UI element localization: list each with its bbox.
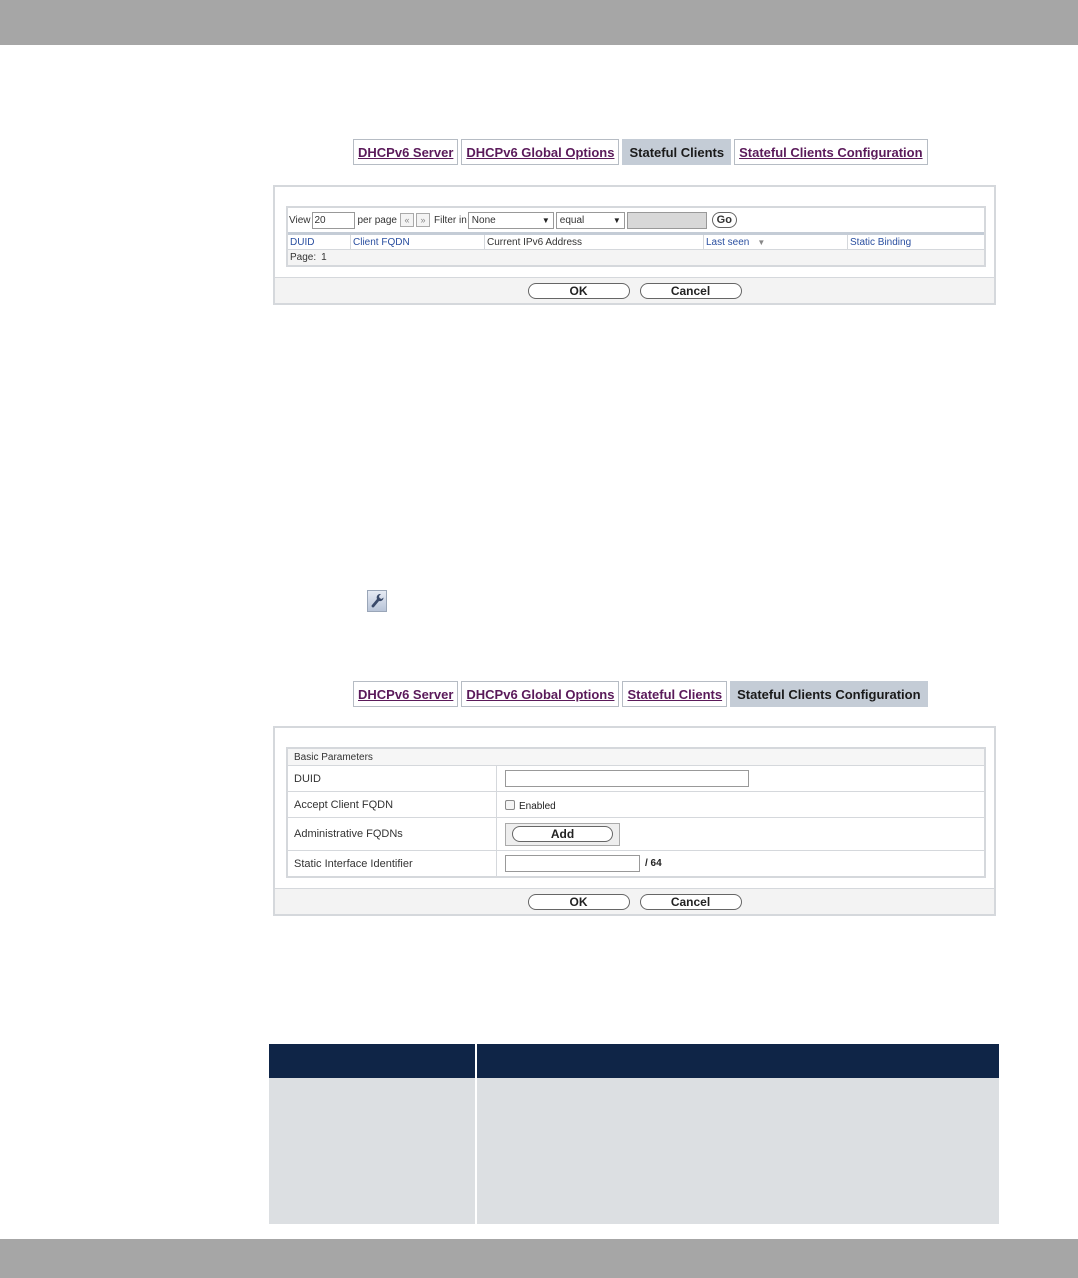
filter-operator-value: equal bbox=[559, 214, 585, 226]
client-config-panel bbox=[273, 726, 996, 916]
tab-dhcpv6-server[interactable]: DHCPv6 Server bbox=[353, 681, 458, 707]
tab-dhcpv6-global-options[interactable]: DHCPv6 Global Options bbox=[461, 139, 619, 165]
prefix-suffix: / 64 bbox=[645, 858, 662, 869]
admin-fqdns-label: Administrative FQDNs bbox=[288, 818, 497, 850]
sort-down-icon: ▼ bbox=[757, 237, 766, 247]
column-last-seen[interactable] bbox=[704, 235, 848, 249]
header-cell-field bbox=[269, 1044, 477, 1078]
bottom-gray-bar bbox=[0, 1239, 1078, 1278]
filter-value-input[interactable] bbox=[627, 212, 707, 229]
basic-parameters-section bbox=[286, 747, 986, 878]
per-page-input[interactable]: 20 bbox=[312, 212, 355, 229]
next-page-icon[interactable]: » bbox=[416, 213, 430, 227]
cancel-button[interactable]: Cancel bbox=[640, 283, 742, 299]
page-number[interactable]: 1 bbox=[321, 252, 327, 263]
config-footer bbox=[275, 888, 994, 914]
tab-stateful-clients[interactable]: Stateful Clients bbox=[622, 139, 731, 165]
static-iid-label: Static Interface Identifier bbox=[288, 851, 497, 876]
body-cell-field bbox=[269, 1078, 477, 1224]
tab-dhcpv6-server[interactable]: DHCPv6 Server bbox=[353, 139, 458, 165]
admin-fqdns-row bbox=[288, 818, 984, 851]
chevron-down-icon: ▼ bbox=[612, 215, 621, 225]
description-table bbox=[269, 1044, 999, 1224]
description-table-row bbox=[269, 1078, 999, 1224]
tab-stateful-clients[interactable]: Stateful Clients bbox=[622, 681, 727, 707]
ok-button[interactable]: OK bbox=[528, 283, 630, 299]
accept-fqdn-row bbox=[288, 792, 984, 818]
clients-list-table bbox=[286, 206, 986, 267]
description-table-header bbox=[269, 1044, 999, 1078]
tab-bar-config bbox=[353, 681, 928, 707]
tab-stateful-clients-configuration[interactable]: Stateful Clients Configuration bbox=[734, 139, 927, 165]
column-static-binding[interactable]: Static Binding bbox=[850, 236, 912, 248]
per-page-label: per page bbox=[357, 214, 397, 226]
accept-fqdn-label: Accept Client FQDN bbox=[288, 792, 497, 817]
filter-in-label: Filter in bbox=[433, 214, 467, 226]
column-current-ipv6-address: Current IPv6 Address bbox=[485, 235, 704, 249]
duid-row bbox=[288, 766, 984, 792]
tab-bar-list bbox=[353, 139, 928, 165]
add-button[interactable]: Add bbox=[512, 826, 613, 842]
tab-stateful-clients-configuration[interactable]: Stateful Clients Configuration bbox=[730, 681, 927, 707]
view-label: View bbox=[289, 214, 311, 226]
ok-button[interactable]: OK bbox=[528, 894, 630, 910]
go-button[interactable]: Go bbox=[712, 212, 737, 228]
cancel-button[interactable]: Cancel bbox=[640, 894, 742, 910]
tab-dhcpv6-global-options[interactable]: DHCPv6 Global Options bbox=[461, 681, 619, 707]
accept-fqdn-checkbox[interactable] bbox=[505, 800, 515, 810]
wrench-icon bbox=[367, 590, 387, 612]
body-cell-description bbox=[477, 1078, 999, 1224]
clients-list-panel bbox=[273, 185, 996, 305]
enabled-label: Enabled bbox=[519, 800, 556, 812]
section-title: Basic Parameters bbox=[288, 749, 984, 766]
filter-field-select[interactable] bbox=[468, 212, 554, 229]
add-button-frame bbox=[505, 823, 620, 846]
filter-operator-select[interactable] bbox=[556, 212, 625, 229]
table-header bbox=[288, 235, 984, 250]
list-footer bbox=[275, 277, 994, 303]
top-gray-bar bbox=[0, 0, 1078, 45]
static-iid-input[interactable] bbox=[505, 855, 640, 872]
last-seen-label: Last seen bbox=[706, 236, 750, 248]
static-iid-row bbox=[288, 851, 984, 876]
duid-input[interactable] bbox=[505, 770, 749, 787]
prev-page-icon[interactable]: « bbox=[400, 213, 414, 227]
column-duid[interactable]: DUID bbox=[288, 235, 351, 249]
column-client-fqdn[interactable]: Client FQDN bbox=[351, 235, 485, 249]
chevron-down-icon: ▼ bbox=[541, 215, 550, 225]
duid-label: DUID bbox=[288, 766, 497, 791]
page-label: Page: bbox=[290, 252, 317, 263]
pagination bbox=[288, 250, 984, 265]
filter-field-value: None bbox=[471, 214, 496, 226]
header-cell-description bbox=[477, 1044, 999, 1078]
list-toolbar bbox=[288, 208, 984, 232]
